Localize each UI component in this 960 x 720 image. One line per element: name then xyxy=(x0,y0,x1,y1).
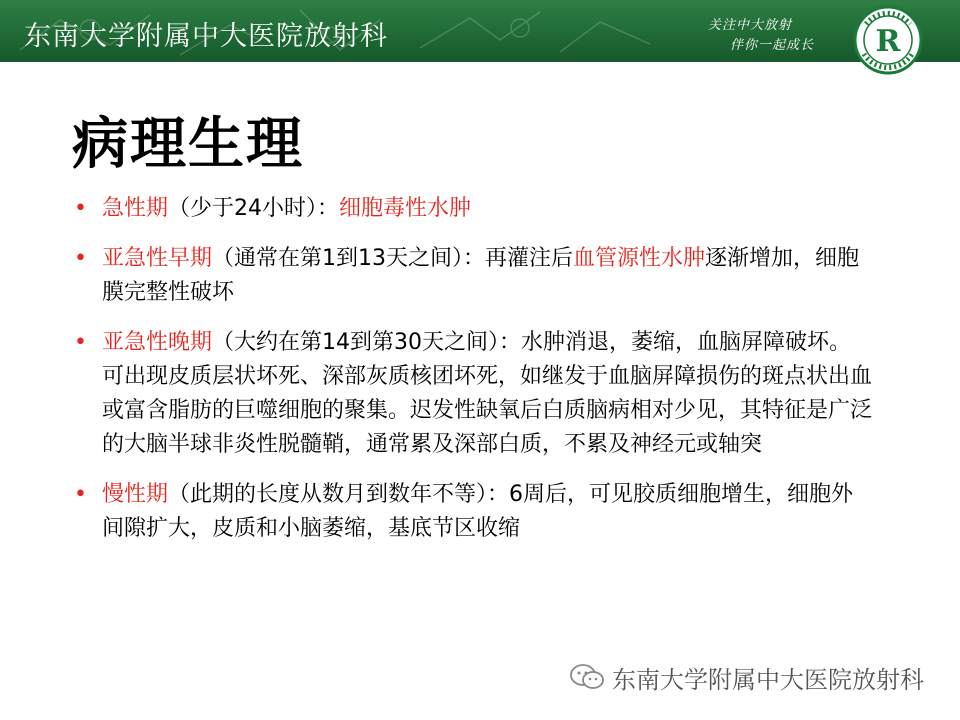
page-title: 病理生理 xyxy=(72,112,304,177)
bullet-text: （通常在第1到13天之间）：再灌注后 xyxy=(212,246,574,271)
highlight-vasogenic-edema: 血管源性水肿 xyxy=(573,246,706,271)
wechat-icon xyxy=(568,662,608,692)
term-chronic: 慢性期 xyxy=(102,482,169,507)
term-late-subacute: 亚急性晚期 xyxy=(102,330,213,355)
bullet-chronic xyxy=(72,478,872,546)
term-acute: 急性期 xyxy=(102,196,169,221)
term-early-subacute: 亚急性早期 xyxy=(102,246,213,271)
slogan-line-1: 关注中大放射 xyxy=(708,18,793,33)
bullet-dot: • xyxy=(74,482,87,507)
hospital-logo-icon xyxy=(848,4,928,84)
logo-letter: R xyxy=(875,24,901,59)
watermark-text: 东南大学附属中大医院放射科 xyxy=(612,666,924,694)
bullet-acute xyxy=(72,192,872,226)
bullet-dot: • xyxy=(74,196,87,221)
highlight-cytotoxic-edema: 细胞毒性水肿 xyxy=(339,196,472,221)
bullet-text: （少于24小时）： xyxy=(168,196,340,221)
header-title: 东南大学附属中大医院放射科 xyxy=(24,21,388,52)
bullet-late-subacute xyxy=(72,326,872,462)
bullet-early-subacute xyxy=(72,242,872,310)
bullet-text: （大约在第14到第30天之间）：水肿消退，萎缩，血脑屏障破坏。可出现皮质层状坏死、深部灰质核团坏死，如继发于血脑屏障损伤的斑点状出血或富含脂肪的巨噬细胞的聚集。迟发性缺氧后白质脑病相对少见，其特征是广泛的大脑半球非炎性脱髓鞘，通常累及深部白质，不累及神经元或轴突 xyxy=(102,330,873,457)
bullet-text-tail: 逐渐增加，细胞膜完整性破坏 xyxy=(102,246,860,305)
bullet-list xyxy=(72,192,872,562)
header-banner xyxy=(0,0,960,62)
slogan-line-2: 伴你一起成长 xyxy=(730,38,815,53)
bullet-dot: • xyxy=(74,330,87,355)
bullet-text: （此期的长度从数月到数年不等）：6周后，可见胶质细胞增生，细胞外间隙扩大，皮质和小脑萎缩，基底节区收缩 xyxy=(102,482,854,541)
bullet-dot: • xyxy=(74,246,87,271)
